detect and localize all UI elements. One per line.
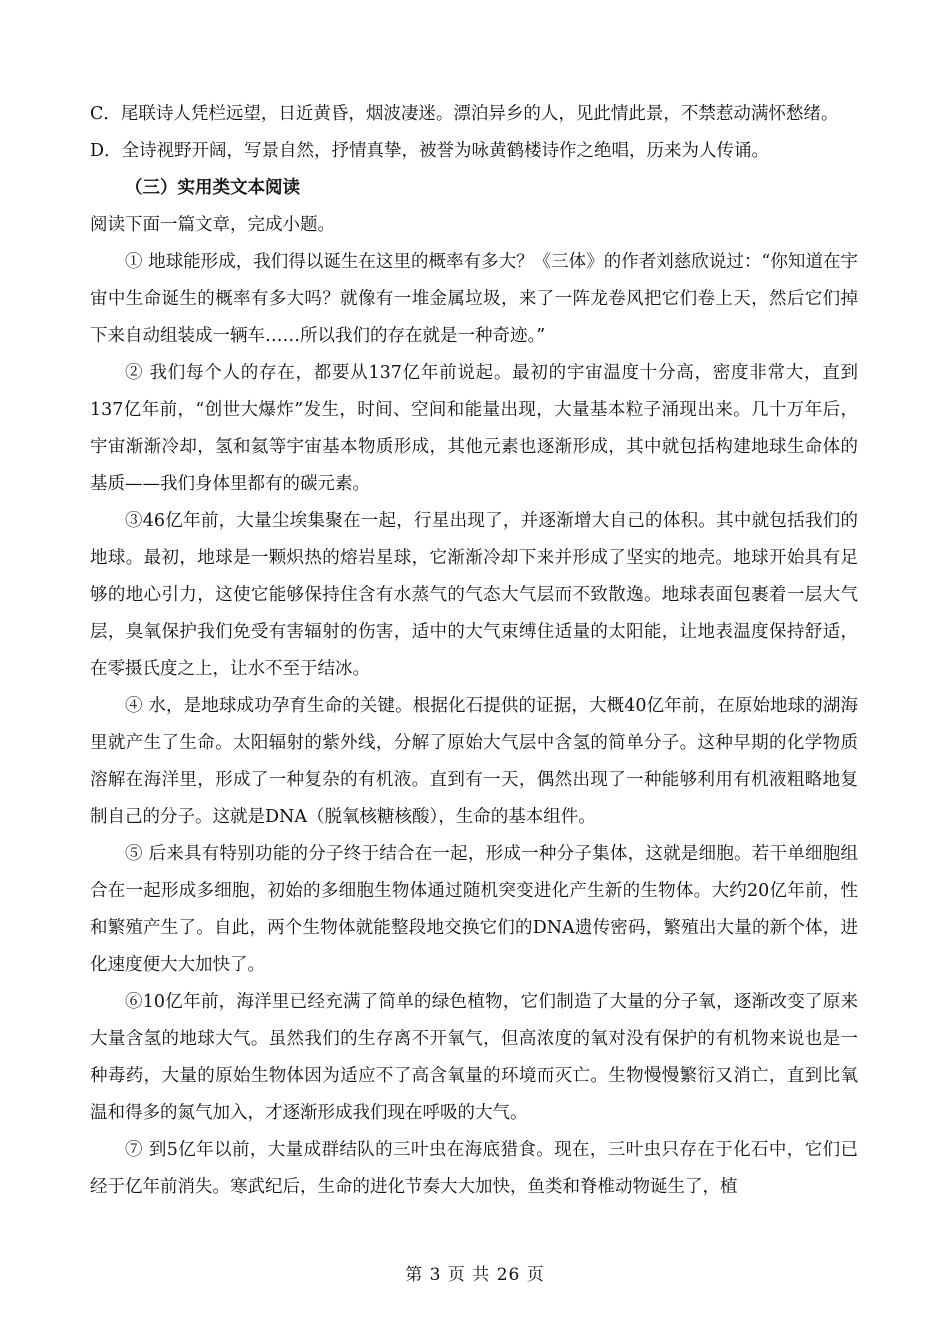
- article-paragraph-7: ⑦ 到5亿年以前，大量成群结队的三叶虫在海底猎食。现在，三叶虫只存在于化石中，它们已经于亿年前消失。寒武纪后，生命的进化节奏大大加快，鱼类和脊椎动物诞生了，植: [90, 1140, 858, 1197]
- page-footer: 第 3 页 共 26 页: [405, 1265, 545, 1285]
- article-paragraph-6: ⑥10亿年前，海洋里已经充满了简单的绿色植物，它们制造了大量的分子氧，逐渐改变了原来大量含氢的地球大气。虽然我们的生存离不开氧气，但高浓度的氧对没有保护的有机物来说也是一种毒药，大量的原始生物体因为适应不了高含氧量的环境而灭亡。生物慢慢繁衍又消亡，直到比氧温和得多的氮气加入，才逐渐形成我们现在呼吸的大气。: [90, 992, 858, 1123]
- option-c: C．尾联诗人凭栏远望，日近黄昏，烟波凄迷。漂泊异乡的人，见此情此景，不禁惹动满怀愁绪。: [90, 104, 839, 124]
- section-title: （三）实用类文本阅读: [125, 178, 300, 198]
- article-paragraph-1: ① 地球能形成，我们得以诞生在这里的概率有多大？《三体》的作者刘慈欣说过：“你知道在宇宙中生命诞生的概率有多大吗？就像有一堆金属垃圾，来了一阵龙卷风把它们卷上天，然后它们掉下来自动组装成一辆车……所以我们的存在就是一种奇迹。”: [90, 252, 858, 346]
- section-instruction: 阅读下面一篇文章，完成小题。: [90, 215, 335, 235]
- article-paragraph-5: ⑤ 后来具有特别功能的分子终于结合在一起，形成一种分子集体，这就是细胞。若干单细胞组合在一起形成多细胞，初始的多细胞生物体通过随机突变进化产生新的生物体。大约20亿年前，性和繁殖产生了。自此，两个生物体就能整段地交换它们的DNA遗传密码，繁殖出大量的新个体，进化速度便大大加快了。: [90, 844, 858, 975]
- option-d: D．全诗视野开阔，写景自然，抒情真挚，被誉为咏黄鹤楼诗作之绝唱，历来为人传诵。: [90, 141, 770, 161]
- page-content: [90, 96, 858, 1206]
- article-paragraph-3: ③46亿年前，大量尘埃集聚在一起，行星出现了，并逐渐增大自己的体积。其中就包括我们的地球。最初，地球是一颗炽热的熔岩星球，它渐渐冷却下来并形成了坚实的地壳。地球开始具有足够的地心引力，这使它能够保持住含有水蒸气的气态大气层而不致散逸。地球表面包裹着一层大气层，臭氧保护我们免受有害辐射的伤害，适中的大气束缚住适量的太阳能，让地表温度保持舒适，在零摄氏度之上，让水不至于结冰。: [90, 511, 858, 679]
- article-paragraph-2: ② 我们每个人的存在，都要从137亿年前说起。最初的宇宙温度十分高，密度非常大，直到137亿年前，“创世大爆炸”发生，时间、空间和能量出现，大量基本粒子涌现出来。几十万年后，宇宙渐渐冷却，氢和氦等宇宙基本物质形成，其他元素也逐渐形成，其中就包括构建地球生命体的基质——我们身体里都有的碳元素。: [90, 363, 858, 494]
- article-paragraph-4: ④ 水，是地球成功孕育生命的关键。根据化石提供的证据，大概40亿年前，在原始地球的湖海里就产生了生命。太阳辐射的紫外线，分解了原始大气层中含氢的简单分子。这种早期的化学物质溶解在海洋里，形成了一种复杂的有机液。直到有一天，偶然出现了一种能够利用有机液粗略地复制自己的分子。这就是DNA（脱氧核糖核酸），生命的基本组件。: [90, 696, 858, 827]
